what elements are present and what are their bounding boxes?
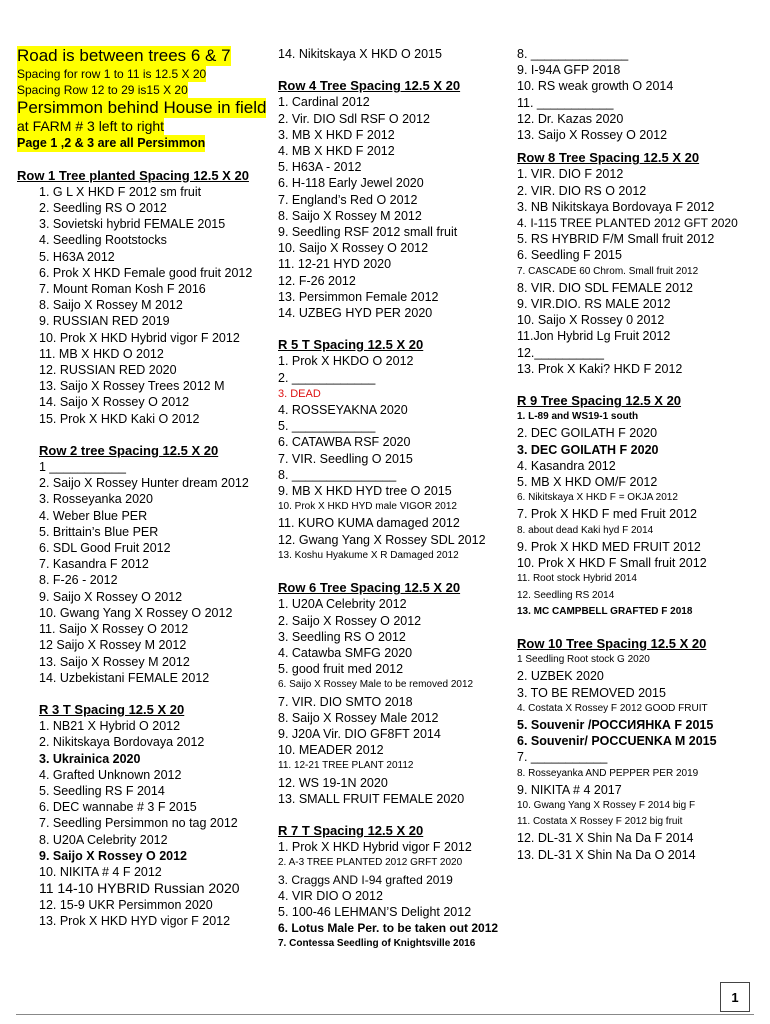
list-item: 4. ROSSEYAKNA 2020	[278, 403, 408, 418]
list-item: 2. Vir. DIO Sdl RSF O 2012	[278, 111, 430, 126]
list-item: 1. L-89 and WS19-1 south	[517, 411, 639, 423]
list-item: 9. Prok X HKD MED FRUIT 2012	[517, 539, 701, 554]
intro-title: Road is between trees 6 & 7	[17, 46, 231, 65]
list-item: 10. Gwang Yang X Rossey F 2014 big F	[517, 799, 696, 811]
list-item: 12. RUSSIAN RED 2020	[39, 363, 177, 378]
list-item: 7. Mount Roman Kosh F 2016	[39, 282, 206, 297]
list-item: 11. Saijo X Rossey O 2012	[39, 622, 189, 637]
list-item: 13. Saijo X Rossey M 2012	[39, 654, 190, 669]
list-item: 6. Nikitskaya X HKD F = OKJA 2012	[517, 492, 678, 504]
list-item: 8. Saijo X Rossey Male 2012	[278, 710, 439, 725]
list-item: 14. Saijo X Rossey O 2012	[39, 395, 190, 410]
list-item: 11. ___________	[517, 95, 614, 110]
list-item: 13. Saijo X Rossey Trees 2012 M	[39, 379, 225, 394]
list-item: 6. H-118 Early Jewel 2020	[278, 176, 424, 191]
list-item: 9. Seedling RSF 2012 small fruit	[278, 225, 458, 240]
list-item: 8. about dead Kaki hyd F 2014	[517, 524, 654, 536]
tree-list	[278, 839, 518, 952]
spacing-note-2: Spacing Row 12 to 29 is15 X 20	[17, 83, 188, 98]
list-item: 11. Costata X Rossey F 2012 big fruit	[517, 816, 683, 828]
list-item: 6. DEC wannabe # 3 F 2015	[39, 800, 197, 815]
tree-list	[278, 353, 518, 564]
list-item: 5. H63A - 2012	[278, 160, 362, 175]
list-item: 6. Souvenir/ POCCUENKA M 2015	[517, 734, 717, 749]
list-item: 5. RS HYBRID F/M Small fruit 2012	[517, 232, 715, 247]
list-item: 11.Jon Hybrid Lg Fruit 2012	[517, 329, 671, 344]
list-item: 4. Kasandra 2012	[517, 458, 616, 473]
list-item: 2. Nikitskaya Bordovaya 2012	[39, 735, 205, 750]
list-item: 4. Seedling Rootstocks	[39, 233, 167, 248]
list-item: 4. Costata X Rossey F 2012 GOOD FRUIT	[517, 702, 708, 714]
list-item: 12. Gwang Yang X Rossey SDL 2012	[278, 532, 486, 547]
list-item: 1. Cardinal 2012	[278, 95, 370, 110]
list-item: 12. 15-9 UKR Persimmon 2020	[39, 898, 213, 913]
list-item: 5. 100-46 LEHMAN’S Delight 2012	[278, 904, 472, 919]
footer-rule	[16, 1014, 754, 1015]
tree-list	[517, 166, 767, 377]
list-item: 3. Sovietski hybrid FEMALE 2015	[39, 217, 226, 232]
section-heading: Row 1 Tree planted Spacing 12.5 X 20	[17, 167, 249, 183]
section-heading: R 9 Tree Spacing 12.5 X 20	[517, 393, 682, 409]
list-item: 2. DEC GOILATH F 2020	[517, 426, 658, 441]
tree-list	[278, 596, 518, 807]
list-item: 1. NB21 X Hybrid O 2012	[39, 719, 181, 734]
list-item: 7. Contessa Seedling of Knightsville 2016	[278, 938, 476, 950]
list-item: 6. CATAWBA RSF 2020	[278, 435, 411, 450]
list-item: 3. NB Nikitskaya Bordovaya F 2012	[517, 199, 715, 214]
list-item: 11. 12-21 TREE PLANT 20112	[278, 760, 414, 772]
list-item: 3. MB X HKD F 2012	[278, 127, 395, 142]
list-item: 2. UZBEK 2020	[517, 669, 604, 684]
list-item: 4. Grafted Unknown 2012	[39, 767, 182, 782]
list-item: 12.__________	[517, 345, 604, 360]
list-item: 3. DEC GOILATH F 2020	[517, 442, 659, 457]
list-item: 12. DL-31 X Shin Na Da F 2014	[517, 831, 694, 846]
list-item: 6. SDL Good Fruit 2012	[39, 541, 171, 556]
list-item: 13. Persimmon Female 2012	[278, 289, 439, 304]
list-item: 8. F-26 - 2012	[39, 573, 118, 588]
spacing-note-1: Spacing for row 1 to 11 is 12.5 X 20	[17, 67, 207, 81]
farm-note: at FARM # 3 left to right	[17, 118, 165, 135]
list-item: 9. RUSSIAN RED 2019	[39, 314, 170, 329]
list-item: 8. Saijo X Rossey M 2012	[39, 298, 183, 313]
column-2	[278, 46, 518, 953]
tree-list	[517, 652, 767, 863]
list-item: 10. Saijo X Rossey O 2012	[278, 241, 429, 256]
tree-list	[278, 94, 518, 321]
tree-list	[17, 718, 279, 929]
list-item: 5. H63A 2012	[39, 249, 115, 264]
list-item: 7. VIR. Seedling O 2015	[278, 451, 413, 466]
list-item: 13. SMALL FRUIT FEMALE 2020	[278, 791, 465, 806]
list-item: 10. Prok X HKD Hybrid vigor F 2012	[39, 330, 240, 345]
list-item: 5. ____________	[278, 419, 376, 434]
list-item: 10. Prok X HKD F Small fruit 2012	[517, 556, 707, 571]
list-item: 7. England’s Red O 2012	[278, 192, 418, 207]
list-item: 14. UZBEG HYD PER 2020	[278, 306, 433, 321]
list-item: 1. G L X HKD F 2012 sm fruit	[39, 184, 202, 199]
list-item: 10. RS weak growth O 2014	[517, 79, 674, 94]
list-item: 5. Souvenir /РОССИЯНКА F 2015	[517, 717, 714, 732]
list-item: 10. Gwang Yang X Rossey O 2012	[39, 605, 233, 620]
list-item: 14. Uzbekistani FEMALE 2012	[39, 670, 210, 685]
list-item: 3. Rosseyanka 2020	[39, 492, 153, 507]
column-3	[517, 46, 767, 863]
list-item: 7. ___________	[517, 750, 608, 765]
list-item: 13. MC CAMPBELL GRAFTED F 2018	[517, 605, 693, 617]
list-item: 3. TO BE REMOVED 2015	[517, 685, 666, 700]
list-item: 11. KURO KUMA damaged 2012	[278, 516, 460, 531]
list-item: 9. Saijo X Rossey O 2012	[39, 589, 183, 604]
list-item: 1. VIR. DIO F 2012	[517, 167, 624, 182]
list-item: 2. Seedling RS O 2012	[39, 201, 167, 216]
list-item: 9. MB X HKD HYD tree O 2015	[278, 484, 452, 499]
list-item: 8. Saijo X Rossey M 2012	[278, 208, 422, 223]
list-item: 4. Catawba SMFG 2020	[278, 645, 413, 660]
list-item: 3. Craggs AND I-94 grafted 2019	[278, 872, 453, 887]
list-item: 5. Brittain’s Blue PER	[39, 524, 159, 539]
list-item: 12. WS 19-1N 2020	[278, 775, 388, 790]
list-item: 3. Ukrainica 2020	[39, 751, 141, 766]
list-item: 6. Seedling F 2015	[517, 248, 622, 263]
list-item: 2. ____________	[278, 370, 376, 385]
list-item: 12. F-26 2012	[278, 273, 356, 288]
list-item: 3. Seedling RS O 2012	[278, 629, 406, 644]
list-item: 1. Prok X HKD Hybrid vigor F 2012	[278, 840, 472, 855]
list-item: 15. Prok X HKD Kaki O 2012	[39, 411, 200, 426]
list-item: 10. MEADER 2012	[278, 743, 384, 758]
list-item: 4. Weber Blue PER	[39, 508, 148, 523]
list-item: 12 Saijo X Rossey M 2012	[39, 638, 187, 653]
list-item: 14. Nikitskaya X HKD O 2015	[278, 47, 442, 61]
section-heading: R 3 T Spacing 12.5 X 20	[39, 701, 185, 717]
list-item: 2. Saijo X Rossey O 2012	[278, 613, 422, 628]
tree-list	[517, 46, 767, 143]
dead-item: 3. DEAD	[278, 387, 321, 400]
list-item: 10. NIKITA # 4 F 2012	[39, 864, 162, 879]
list-item: 11. 12-21 HYD 2020	[278, 257, 392, 272]
section-heading: Row 10 Tree Spacing 12.5 X 20	[517, 635, 707, 651]
list-item: 1. U20A Celebrity 2012	[278, 597, 407, 612]
list-item: 5. good fruit med 2012	[278, 662, 404, 677]
list-item: 1. Prok X HKDO O 2012	[278, 354, 414, 369]
list-item: 2. VIR. DIO RS O 2012	[517, 183, 647, 198]
list-item: 11. Root stock Hybrid 2014	[517, 573, 637, 585]
list-item: 7. Kasandra F 2012	[39, 557, 149, 572]
list-item: 8. U20A Celebrity 2012	[39, 832, 168, 847]
section-heading: R 5 T Spacing 12.5 X 20	[278, 337, 424, 353]
list-item: 5. MB X HKD OM/F 2012	[517, 475, 658, 490]
list-item: 13. Saijo X Rossey O 2012	[517, 128, 668, 143]
section-heading: Row 4 Tree Spacing 12.5 X 20	[278, 78, 461, 94]
list-item: 6. Prok X HKD Female good fruit 2012	[39, 265, 253, 280]
list-item: 13. Prok X HKD HYD vigor F 2012	[39, 914, 231, 929]
tree-list	[517, 409, 767, 620]
list-item: 1 ___________	[39, 460, 126, 475]
list-item: 9. J20A Vir. DIO GF8FT 2014	[278, 726, 441, 741]
list-item: 7. CASCADE 60 Chrom. Small fruit 2012	[517, 265, 699, 277]
list-item: 12. Dr. Kazas 2020	[517, 111, 624, 126]
list-item: 9. I-94A GFP 2018	[517, 63, 621, 78]
list-item: 12. Seedling RS 2014	[517, 589, 615, 601]
page-number: 1	[720, 982, 750, 1012]
list-item: 4. MB X HKD F 2012	[278, 144, 395, 159]
list-item: 7. Seedling Persimmon no tag 2012	[39, 816, 238, 831]
list-item: 11 14-10 HYBRID Russian 2020	[39, 880, 240, 897]
section-heading: R 7 T Spacing 12.5 X 20	[278, 822, 424, 838]
section-heading: Row 6 Tree Spacing 12.5 X 20	[278, 580, 461, 596]
list-item: 9. NIKITA # 4 2017	[517, 782, 622, 797]
section-heading: Row 2 tree Spacing 12.5 X 20	[39, 442, 219, 458]
list-item: 2. A-3 TREE PLANTED 2012 GRFT 2020	[278, 857, 463, 869]
list-item: 7. VIR. DIO SMTO 2018	[278, 694, 413, 709]
list-item: 10. Saijo X Rossey 0 2012	[517, 313, 665, 328]
list-item: 1 Seedling Root stock G 2020	[517, 654, 650, 666]
list-item: 11. MB X HKD O 2012	[39, 346, 164, 361]
list-item: 13. Prok X Kaki? HKD F 2012	[517, 361, 683, 376]
list-item: 6. Saijo X Rossey Male to be removed 2012	[278, 679, 474, 691]
list-item: 5. Seedling RS F 2014	[39, 783, 165, 798]
list-item: 9. VIR.DIO. RS MALE 2012	[517, 297, 671, 312]
list-item: 4. I-115 TREE PLANTED 2012 GFT 2020	[517, 216, 738, 231]
list-item: 2. Saijo X Rossey Hunter dream 2012	[39, 476, 249, 491]
tree-list	[17, 184, 279, 427]
persimmon-note: Persimmon behind House in field	[17, 98, 267, 118]
list-item: 8. ______________	[517, 47, 629, 61]
list-item: 4. VIR DIO O 2012	[278, 888, 383, 903]
list-item: 8. _______________	[278, 467, 397, 482]
list-item: 13. DL-31 X Shin Na Da O 2014	[517, 847, 696, 862]
list-item: 8. Rosseyanka AND PEPPER PER 2019	[517, 767, 699, 779]
pages-note: Page 1 ,2 & 3 are all Persimmon	[17, 136, 206, 151]
column-1	[17, 46, 279, 930]
section-heading: Row 8 Tree Spacing 12.5 X 20	[517, 150, 700, 166]
list-item: 7. Prok X HKD F med Fruit 2012	[517, 507, 697, 522]
list-item: 10. Prok X HKD HYD male VIGOR 2012	[278, 501, 457, 513]
list-item: 6. Lotus Male Per. to be taken out 2012	[278, 921, 499, 936]
list-item: 13. Koshu Hyakume X R Damaged 2012	[278, 549, 459, 561]
list-item: 8. VIR. DIO SDL FEMALE 2012	[517, 280, 693, 295]
list-item: 9. Saijo X Rossey O 2012	[39, 848, 187, 863]
tree-list	[17, 459, 279, 686]
